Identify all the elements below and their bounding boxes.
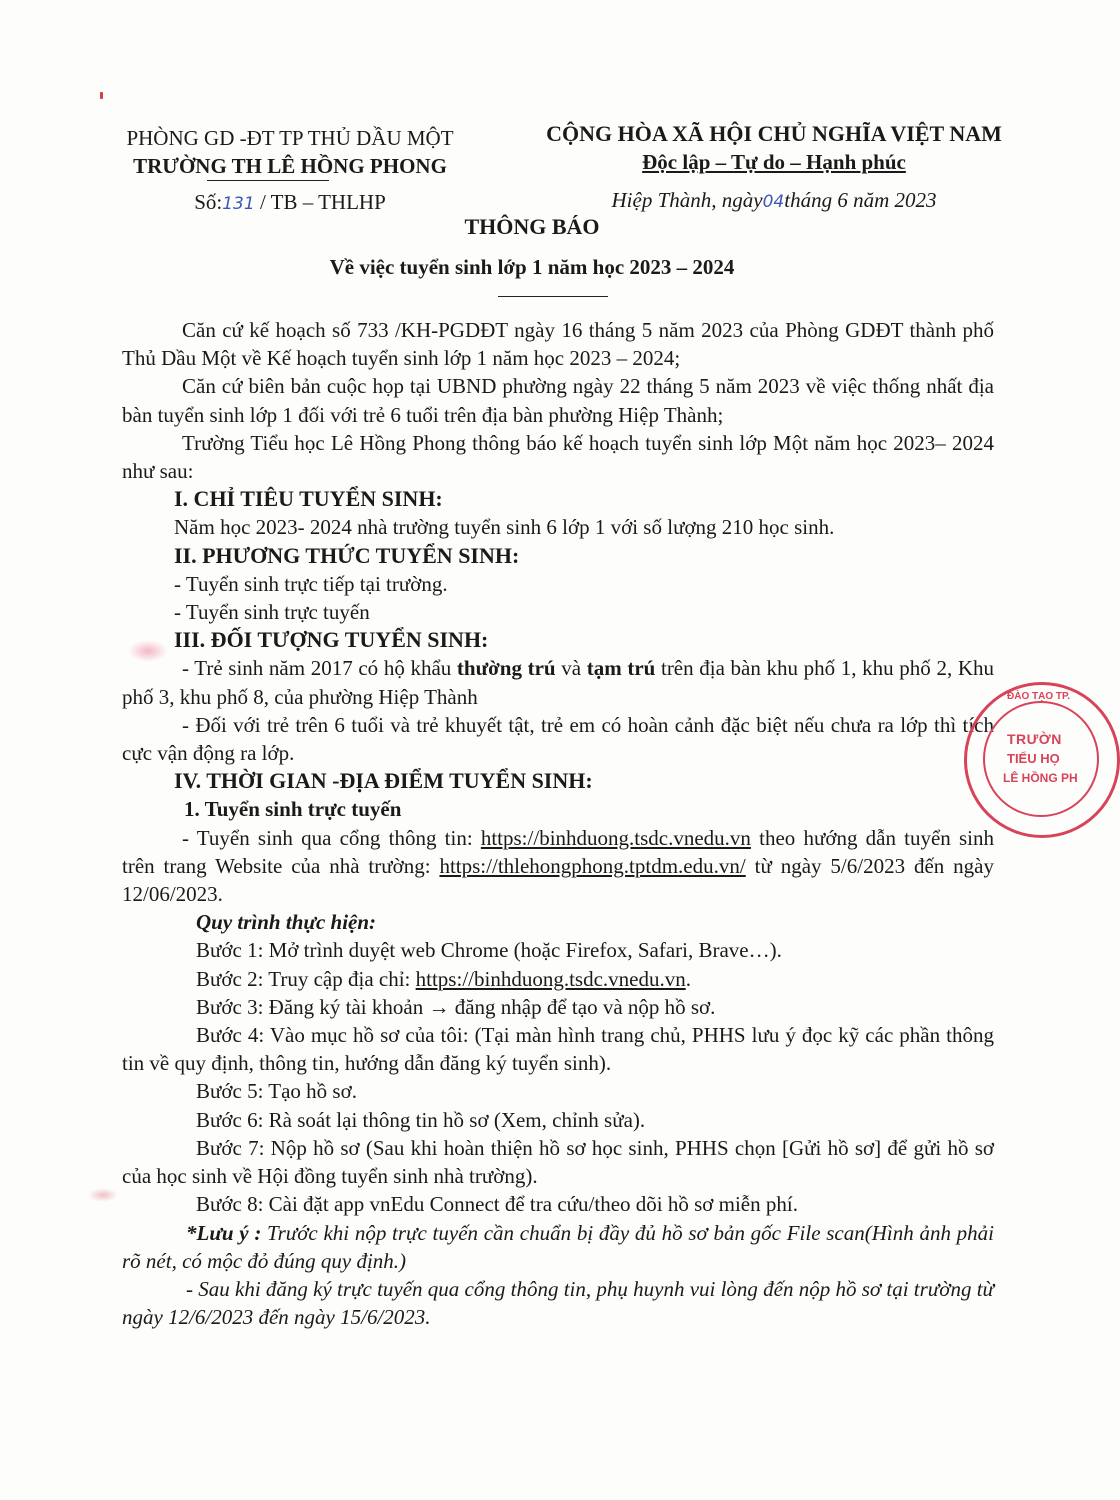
online-text-b: theo hướng dẫn tuyển sinh trên trang Website của nhà trường: [122, 825, 994, 878]
note-text: Trước khi nộp trực tuyến cần chuẩn bị đầy đủ hồ sơ bản gốc File scan(Hình ảnh phải rõ nét, có mộc đỏ đúng quy định.) [122, 1220, 994, 1273]
item1-text-a: - Trẻ sinh năm 2017 có hộ khẩu [182, 656, 457, 681]
section-1-text: Năm học 2023- 2024 nhà trường tuyển sinh 6 lớp 1 với số lượng 210 học sinh. [174, 515, 835, 540]
stamp-smudge-2 [88, 1188, 118, 1202]
school-name: TRƯỜNG TH LÊ HỒNG PHONG [133, 154, 447, 178]
step-5: Bước 5: Tạo hồ sơ. [196, 1079, 357, 1104]
note-label: *Lưu ý : [186, 1220, 262, 1245]
date-suffix: tháng 6 năm 2023 [784, 188, 937, 212]
section-3-heading: III. ĐỐI TƯỢNG TUYỂN SINH: [174, 627, 489, 653]
step-2 [196, 965, 994, 993]
document-body [122, 316, 994, 1331]
date-day-handwritten: 04 [762, 192, 785, 212]
preamble-2: Căn cứ biên bản cuộc họp tại UBND phường ngày 22 tháng 5 năm 2023 về việc thống nhất địa bàn tuyển sinh lớp 1 đối với trẻ 6 tuổi trên địa bàn phường Hiệp Thành; [122, 374, 994, 427]
online-text-a: - Tuyển sinh qua cổng thông tin: [182, 825, 481, 850]
step-7: Bước 7: Nộp hồ sơ (Sau khi hoàn thiện hồ sơ học sinh, PHHS chọn [Gửi hồ sơ] để gửi hồ sơ của học sinh về Hội đồng tuyển sinh nhà trường). [122, 1135, 994, 1189]
section-2-heading: II. PHƯƠNG THỨC TUYỂN SINH: [174, 542, 520, 568]
section-4-sub-1: 1. Tuyển sinh trực tuyến [184, 797, 402, 822]
item1-tam-tru: tạm trú [586, 656, 656, 681]
seal-ring-text: ĐÀO TẠO TP. [1007, 691, 1071, 702]
step-3: Bước 3: Đăng ký tài khoản → đăng nhập để tạo và nộp hồ sơ. [196, 994, 716, 1019]
school-website-link[interactable]: https://thlehongphong.tptdm.edu.vn/ [439, 853, 746, 878]
number-handwritten: 131 [222, 194, 255, 214]
document-title: THÔNG BÁO [464, 214, 600, 239]
seal-line-1: TRƯỜN [1007, 731, 1062, 747]
section-2-item-2: - Tuyển sinh trực tuyến [174, 600, 370, 625]
section-3-item-1 [122, 654, 994, 710]
section-1-heading: I. CHỈ TIÊU TUYỂN SINH: [174, 486, 443, 512]
agency-name: PHÒNG GD -ĐT TP THỦ DẦU MỘT [126, 126, 454, 150]
preamble-1: Căn cứ kế hoạch số 733 /KH-PGDĐT ngày 16 tháng 5 năm 2023 của Phòng GDĐT thành phố Thủ Dầu Một về Kế hoạch tuyển sinh lớp 1 năm học 2023 – 2024; [122, 318, 994, 371]
header-right [520, 120, 1028, 216]
seal-line-2: TIỂU HỌ [1007, 751, 1060, 766]
item1-text-e: trên địa bàn khu phố 1, khu phố 2, Khu phố 3, khu phố 8, của phường Hiệp Thành [122, 656, 994, 709]
section-4-heading: IV. THỜI GIAN -ĐỊA ĐIỂM TUYỂN SINH: [174, 768, 593, 794]
item1-thuong-tru: thường trú [456, 656, 556, 681]
stamp-smudge [128, 640, 168, 662]
preamble-3: Trường Tiểu học Lê Hồng Phong thông báo kế hoạch tuyển sinh lớp Một năm học 2023– 2024 như sau: [122, 430, 994, 484]
step-2-text: Bước 2: Truy cập địa chỉ: [196, 966, 416, 991]
ink-mark [100, 92, 103, 99]
header-left [80, 124, 500, 218]
online-registration [122, 824, 994, 909]
number-suffix: / TB – THLHP [254, 190, 386, 214]
number-prefix: Số: [194, 190, 223, 214]
online-text-c: từ ngày 5/6/2023 đến ngày 12/06/2023. [122, 853, 994, 907]
nation-name: CỘNG HÒA XÃ HỘI CHỦ NGHĨA VIỆT NAM [546, 121, 1002, 146]
seal-line-3: LÊ HỒNG PH [1003, 771, 1078, 785]
step-8: Bước 8: Cài đặt app vnEdu Connect để tra cứu/theo dõi hồ sơ miễn phí. [196, 1192, 798, 1217]
item1-text-c: và [555, 656, 587, 681]
note-2: - Sau khi đăng ký trực tuyến qua cổng thông tin, phụ huynh vui lòng đến nộp hồ sơ tại trường từ ngày 12/6/2023 đến ngày 15/6/2023. [122, 1276, 995, 1330]
portal-link[interactable]: https://binhduong.tsdc.vnedu.vn [480, 825, 751, 850]
school-underline [207, 180, 329, 181]
section-3-item-2: - Đối với trẻ trên 6 tuổi và trẻ khuyết tật, trẻ em có hoàn cảnh đặc biệt nếu chưa ra lớp thì tích cực vận động ra lớp. [122, 712, 994, 766]
step-2-link[interactable]: https://binhduong.tsdc.vnedu.vn [415, 966, 686, 991]
national-motto: Độc lập – Tự do – Hạnh phúc [642, 150, 906, 174]
step-2-period: . [685, 966, 691, 991]
title-rule [498, 296, 608, 297]
document-subtitle: Về việc tuyển sinh lớp 1 năm học 2023 – 2024 [329, 255, 735, 279]
note-1 [122, 1219, 994, 1275]
step-6: Bước 6: Rà soát lại thông tin hồ sơ (Xem, chỉnh sửa). [196, 1107, 646, 1132]
step-4: Bước 4: Vào mục hồ sơ của tôi: (Tại màn hình trang chủ, PHHS lưu ý đọc kỹ các phần thông tin về quy định, thông tin, hướng dẫn đăng ký tuyển sinh). [122, 1023, 994, 1076]
school-seal [964, 682, 1120, 838]
section-2-item-1: - Tuyển sinh trực tiếp tại trường. [174, 571, 448, 596]
process-heading: Quy trình thực hiện: [196, 910, 377, 935]
date-prefix: Hiệp Thành, ngày [611, 188, 763, 212]
step-1: Bước 1: Mở trình duyệt web Chrome (hoặc Firefox, Safari, Brave…). [196, 938, 782, 963]
